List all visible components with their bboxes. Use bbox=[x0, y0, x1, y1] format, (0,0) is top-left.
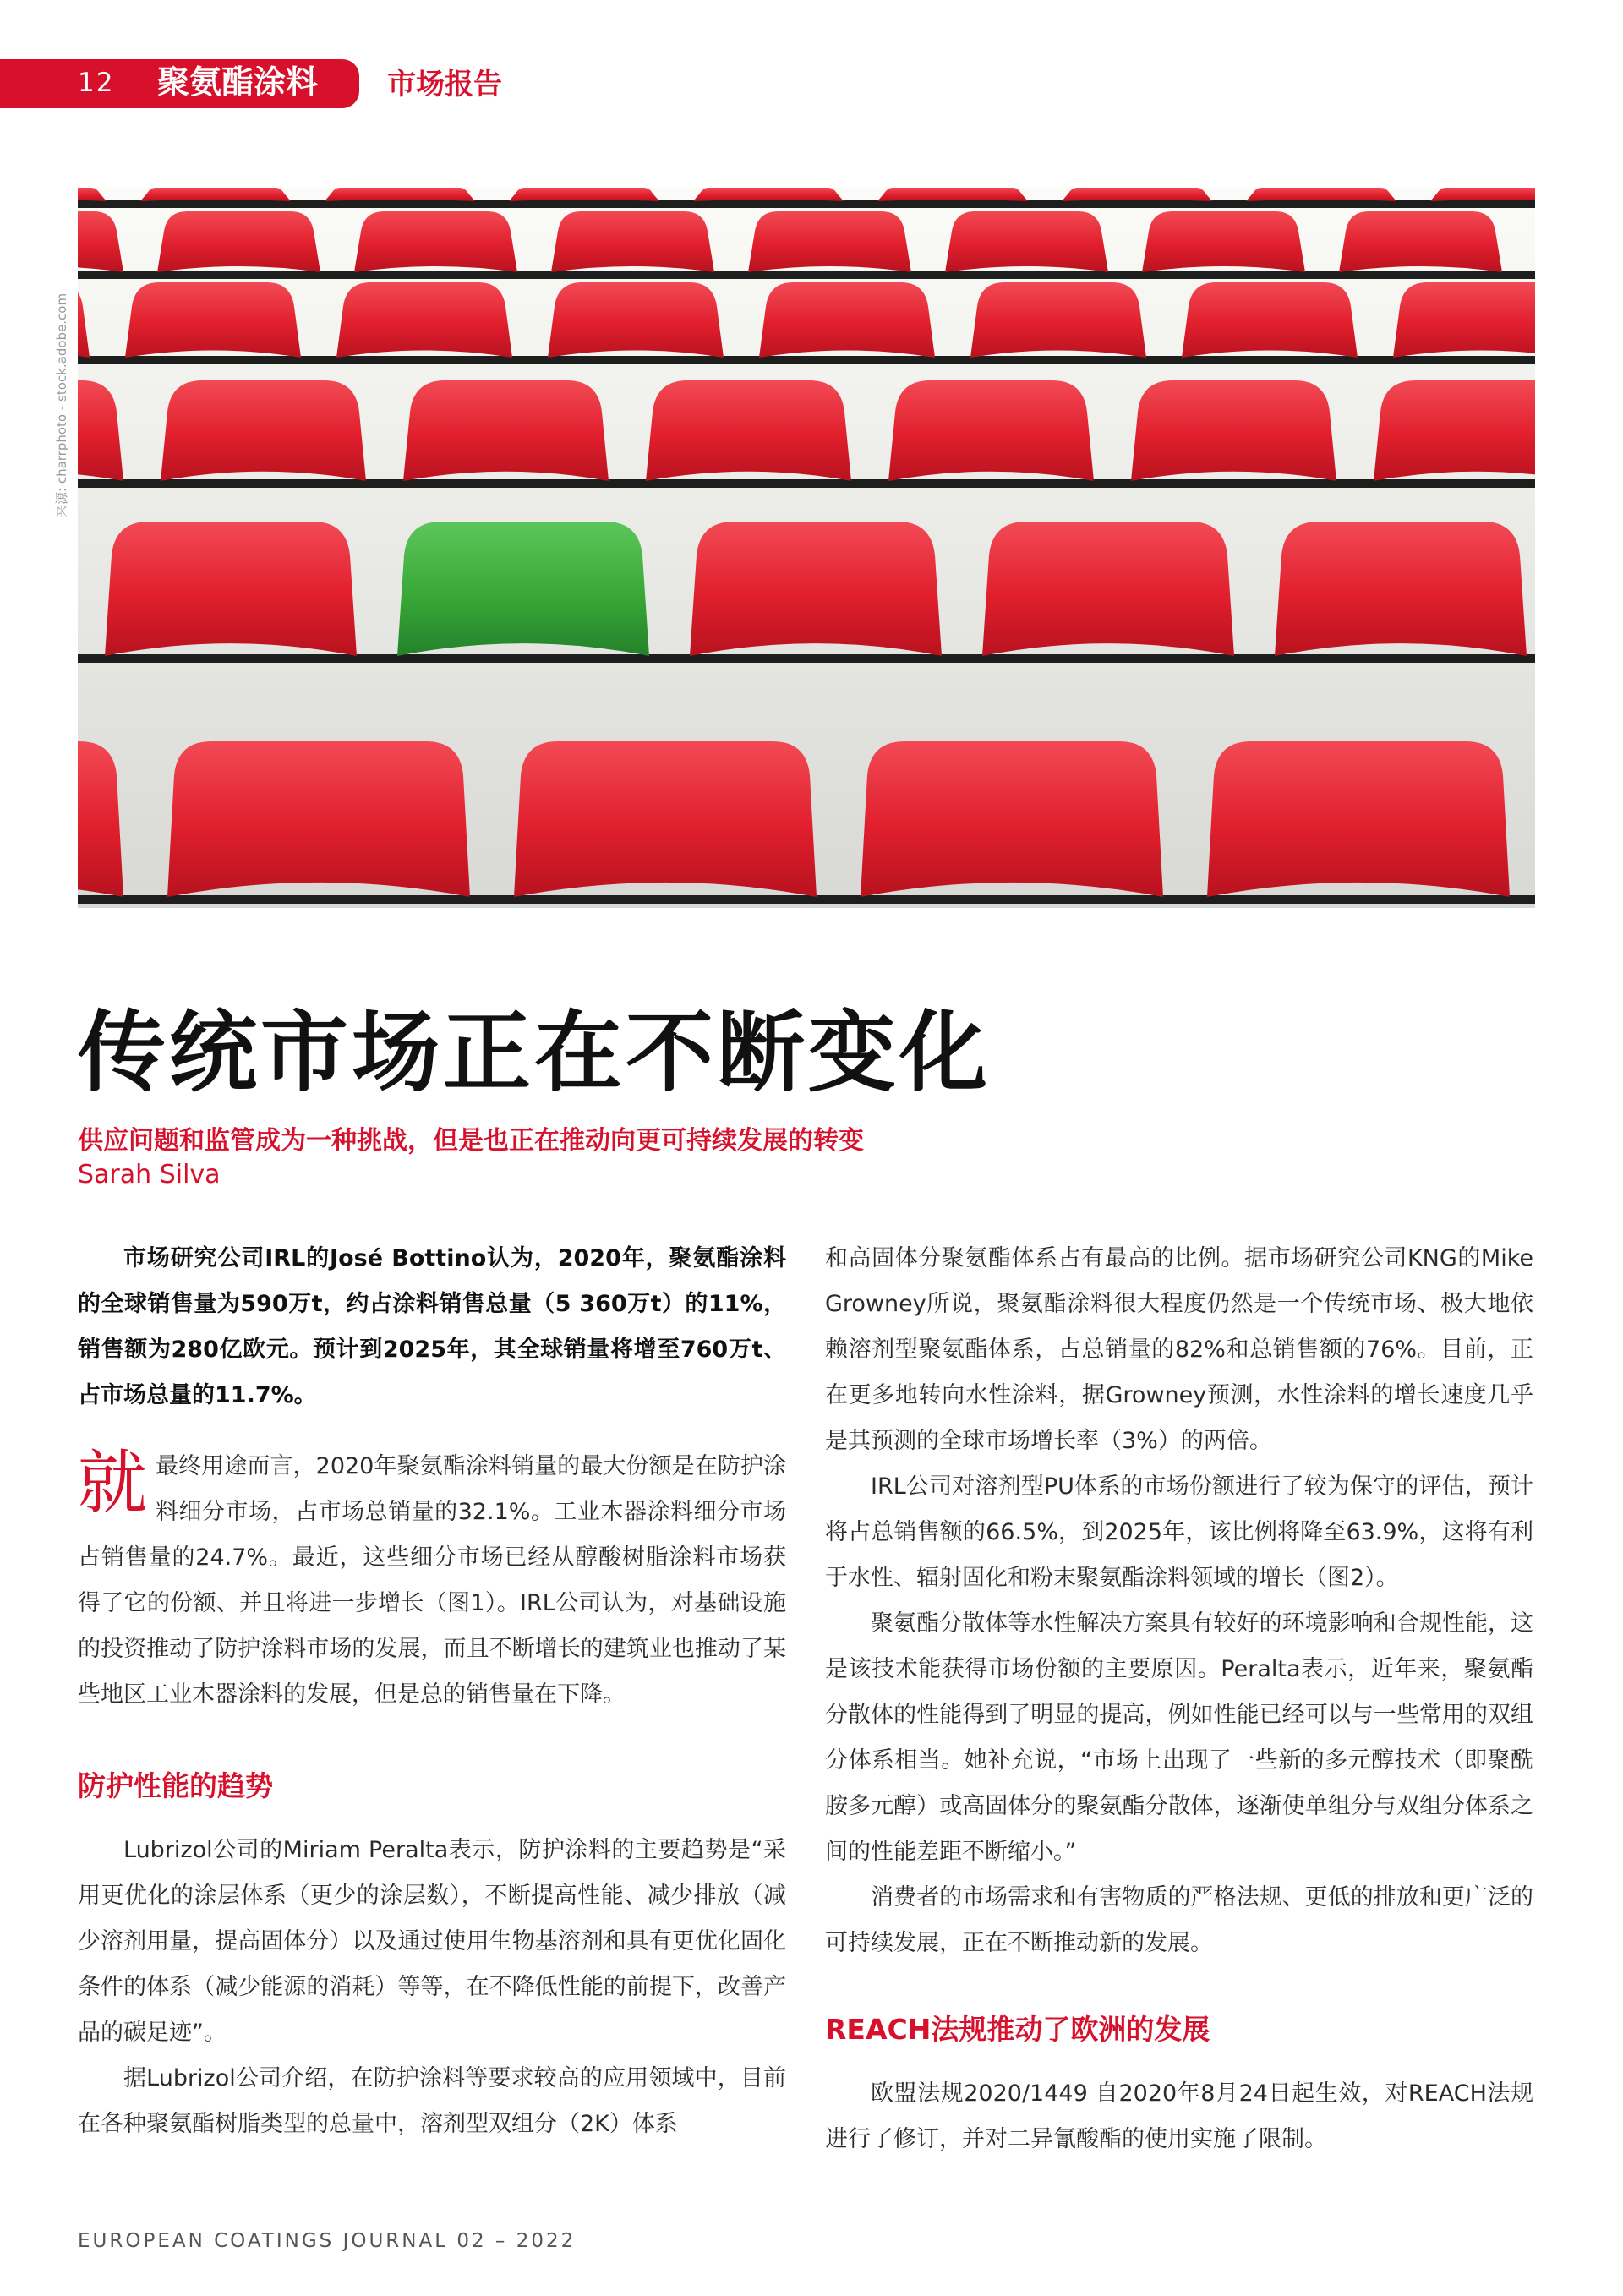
red-seat bbox=[646, 380, 851, 481]
red-seat bbox=[982, 522, 1234, 656]
red-seat bbox=[748, 211, 911, 272]
paragraph-7: 欧盟法规2020/1449 自2020年8月24日起生效，对REACH法规进行了修订，并对二异氰酸酯的使用实施了限制。 bbox=[825, 2080, 1533, 2152]
photo-credit: 来源: charrphoto - stock.adobe.com bbox=[54, 292, 69, 517]
article-headline: 传统市场正在不断变化 bbox=[78, 1001, 992, 1104]
red-seat bbox=[1207, 741, 1510, 897]
text-column-right bbox=[825, 1236, 1533, 2162]
red-seat bbox=[336, 282, 512, 358]
red-seat bbox=[1430, 188, 1535, 201]
red-seat bbox=[1062, 188, 1212, 201]
red-seat bbox=[1275, 522, 1527, 656]
red-seat bbox=[877, 188, 1028, 201]
red-seat bbox=[970, 282, 1146, 358]
paragraph-5: 聚氨酯分散体等水性解决方案具有较好的环境影响和合规性能，这是该技术能获得市场份额的主要原因。Peralta表示，近年来，聚氨酯分散体的性能得到了明显的提高，例如性能已经可以与一些常用的双组分体系相当。她补充说，“市场上出现了一些新的多元醇技术（即聚酰胺多元醇）或高固体分的聚氨酯分散体，逐渐使单组分与双组分体系之间的性能差距不断缩小。” bbox=[825, 1610, 1533, 1865]
magazine-title: 聚氨酯涂料 bbox=[157, 63, 319, 101]
red-seat bbox=[690, 522, 942, 656]
bench-rail bbox=[78, 271, 1535, 279]
bench-rail bbox=[78, 654, 1535, 663]
red-seat bbox=[888, 380, 1094, 481]
article-author: Sarah Silva bbox=[78, 1160, 221, 1189]
lead-paragraph: 市场研究公司IRL的José Bottino认为，2020年，聚氨酯涂料的全球销售量为590万t，约占涂料销售总量（5 360万t）的11%，销售额为280亿欧元。预计到2025年，其全球销量将增至760万t、占市场总量的11.7%。 bbox=[78, 1245, 786, 1408]
section-heading-protective: 防护性能的趋势 bbox=[78, 1769, 273, 1802]
journal-footer: EUROPEAN COATINGS JOURNAL 02 – 2022 bbox=[78, 2230, 577, 2252]
bench-rail bbox=[78, 356, 1535, 364]
section-label: 市场报告 bbox=[387, 68, 502, 101]
paragraph-1 bbox=[78, 1444, 786, 1718]
drop-cap: 就 bbox=[78, 1443, 148, 1523]
red-seat bbox=[514, 741, 817, 897]
paragraph-6: 消费者的市场需求和有害物质的严格法规、更低的排放和更广泛的可持续发展，正在不断推动新的发展。 bbox=[825, 1884, 1533, 1956]
red-seat bbox=[1131, 380, 1336, 481]
article-subtitle: 供应问题和监管成为一种挑战，但是也正在推动向更可持续发展的转变 bbox=[78, 1126, 864, 1156]
red-seat bbox=[1142, 211, 1305, 272]
paragraph-2: Lubrizol公司的Miriam Peralta表示，防护涂料的主要趋势是“采用更优化的涂层体系（更少的涂层数），不断提高性能、减少排放（减少溶剂用量，提高固体分）以及通过使用生物基溶剂和具有更优化固化条件的体系（减少能源的消耗）等等，在不降低性能的前提下，改善产品的碳足迹”。 bbox=[78, 1837, 786, 2046]
green-seat bbox=[397, 522, 649, 656]
section-heading-reach: REACH法规推动了欧洲的发展 bbox=[825, 2013, 1210, 2046]
red-seat bbox=[693, 188, 844, 201]
paragraph-3-continued: 和高固体分聚氨酯体系占有最高的比例。据市场研究公司KNG的Mike Growney所说，聚氨酯涂料很大程度仍然是一个传统市场、极大地依赖溶剂型聚氨酯体系，占总销量的82%和总销售额的76%。目前，正在更多地转向水性涂料，据Growney预测，水性涂料的增长速度几乎是其预测的全球市场增长率（3%）的两倍。 bbox=[825, 1245, 1533, 1454]
page-number: 12 bbox=[78, 68, 115, 98]
red-seat bbox=[403, 380, 609, 481]
red-seat bbox=[325, 188, 475, 201]
red-seat bbox=[945, 211, 1108, 272]
red-seat bbox=[125, 282, 301, 358]
paragraph-3: 据Lubrizol公司介绍，在防护涂料等要求较高的应用领域中，目前在各种聚氨酯树脂类型的总量中，溶剂型双组分（2K）体系 bbox=[78, 2065, 786, 2137]
red-seat bbox=[1393, 282, 1535, 358]
red-seat bbox=[1246, 188, 1396, 201]
red-seat bbox=[157, 211, 320, 272]
red-seat bbox=[509, 188, 659, 201]
red-seat bbox=[161, 380, 366, 481]
bench-rail bbox=[78, 895, 1535, 904]
red-seat bbox=[354, 211, 517, 272]
red-seat bbox=[140, 188, 291, 201]
red-seat bbox=[1374, 380, 1535, 481]
bench-rail bbox=[78, 479, 1535, 488]
red-seat bbox=[167, 741, 470, 897]
red-seat bbox=[1339, 211, 1502, 272]
paragraph-4: IRL公司对溶剂型PU体系的市场份额进行了较为保守的评估，预计将占总销售额的66.5%，到2025年，该比例将降至63.9%，这将有利于水性、辐射固化和粉末聚氨酯涂料领域的增长（图2）。 bbox=[825, 1473, 1533, 1591]
text-column-left bbox=[78, 1236, 786, 2147]
red-seat bbox=[551, 211, 714, 272]
red-seat bbox=[861, 741, 1163, 897]
red-seat bbox=[548, 282, 724, 358]
paragraph-1-text: 最终用途而言，2020年聚氨酯涂料销量的最大份额是在防护涂料细分市场，占市场总销量的32.1%。工业木器涂料细分市场占销售量的24.7%。最近，这些细分市场已经从醇酸树脂涂料市场获得了它的份额、并且将进一步增长（图1）。IRL公司认为，对基础设施的投资推动了防护涂料市场的发展，而且不断增长的建筑业也推动了某些地区工业木器涂料的发展，但是总的销售量在下降。 bbox=[78, 1453, 786, 1708]
stadium-seats-photo bbox=[78, 188, 1535, 908]
red-seat bbox=[759, 282, 935, 358]
red-seat bbox=[105, 522, 357, 656]
bench-rail bbox=[78, 200, 1535, 208]
red-seat bbox=[1182, 282, 1358, 358]
